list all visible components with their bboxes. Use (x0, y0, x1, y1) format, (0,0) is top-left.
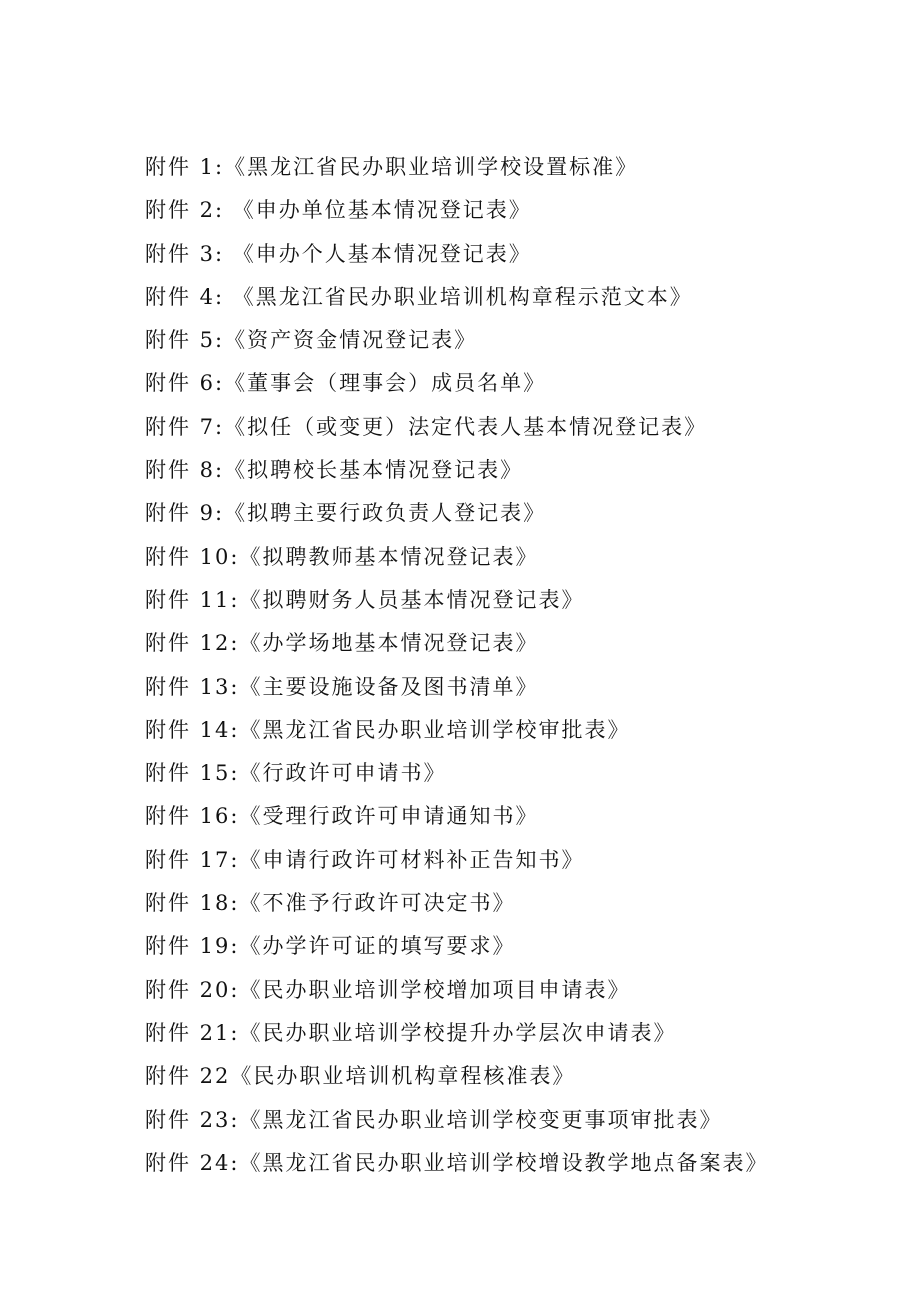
attachment-item: 附件 4: 《黑龙江省民办职业培训机构章程示范文本》 (145, 284, 693, 309)
attachment-item: 附件 3: 《申办个人基本情况登记表》 (145, 241, 532, 266)
attachment-item: 附件 7:《拟任（或变更）法定代表人基本情况登记表》 (145, 414, 708, 439)
attachment-item: 附件 12:《办学场地基本情况登记表》 (145, 631, 539, 656)
attachment-item: 附件 17:《申请行政许可材料补正告知书》 (145, 847, 585, 872)
attachment-item: 附件 19:《办学许可证的填写要求》 (145, 934, 516, 959)
attachment-item: 附件 18:《不准予行政许可决定书》 (145, 891, 516, 916)
attachment-item: 附件 15:《行政许可申请书》 (145, 761, 447, 786)
attachment-item: 附件 24:《黑龙江省民办职业培训学校增设教学地点备案表》 (145, 1150, 769, 1175)
attachment-item: 附件 20:《民办职业培训学校增加项目申请表》 (145, 977, 631, 1002)
attachment-item: 附件 1:《黑龙江省民办职业培训学校设置标准》 (145, 155, 639, 179)
attachment-item: 附件 13:《主要设施设备及图书清单》 (145, 674, 539, 699)
attachment-item: 附件 11:《拟聘财务人员基本情况登记表》 (145, 587, 585, 612)
attachment-item: 附件 2: 《申办单位基本情况登记表》 (145, 198, 532, 223)
attachment-item: 附件 14:《黑龙江省民办职业培训学校审批表》 (145, 717, 631, 742)
attachment-item: 附件 16:《受理行政许可申请通知书》 (145, 804, 539, 829)
attachment-item: 附件 9:《拟聘主要行政负责人登记表》 (145, 501, 547, 526)
attachment-item: 附件 21:《民办职业培训学校提升办学层次申请表》 (145, 1020, 677, 1045)
attachment-item: 附件 5:《资产资金情况登记表》 (145, 328, 478, 353)
attachment-item: 附件 23:《黑龙江省民办职业培训学校变更事项审批表》 (145, 1107, 723, 1132)
attachment-list (145, 146, 885, 1185)
attachment-item: 附件 22《民办职业培训机构章程核准表》 (145, 1064, 576, 1089)
attachment-item: 附件 6:《董事会（理事会）成员名单》 (145, 371, 547, 396)
attachment-item: 附件 10:《拟聘教师基本情况登记表》 (145, 544, 539, 569)
attachment-item: 附件 8:《拟聘校长基本情况登记表》 (145, 458, 524, 483)
